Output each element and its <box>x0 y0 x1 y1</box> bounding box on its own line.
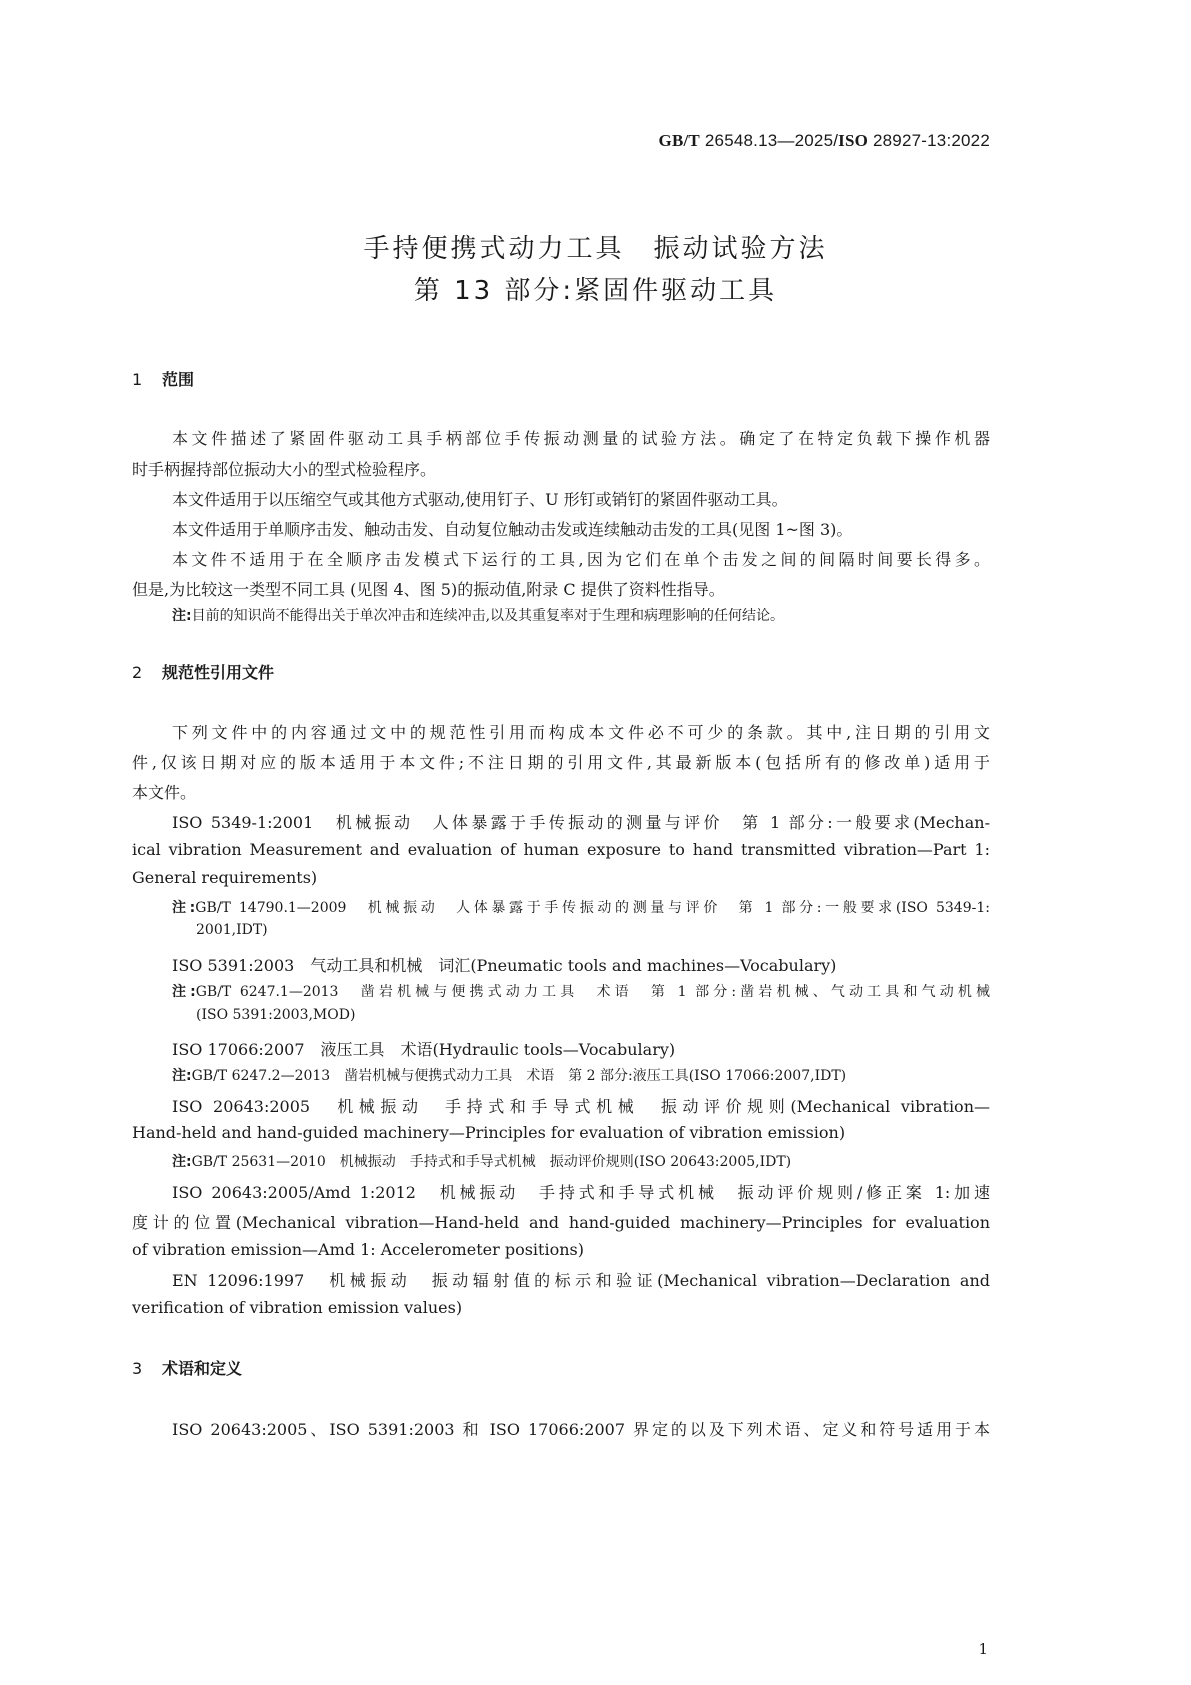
paragraph-line: 时手柄握持部位振动大小的型式检验程序。 <box>132 460 437 479</box>
note-text: GB/T 14790.1—2009 机械振动 人体暴露于手传振动的测量与评价 第 1 部分:一般要求(ISO 5349-1: <box>195 900 990 916</box>
iso-number: 28927-13:2022 <box>873 131 990 150</box>
reference-line: ISO 5391:2003 气动工具和机械 词汇(Pneumatic tools and machines—Vocabulary) <box>172 956 837 975</box>
section-number: 1 <box>132 370 143 389</box>
paragraph-line: 但是,为比较这一类型不同工具 (见图 4、图 5)的振动值,附录 C 提供了资料性指导。 <box>132 580 725 599</box>
section-2-heading <box>132 660 274 683</box>
reference-line: ical vibration Measurement and evaluation of human exposure to hand transmitted vibration—Part 1: <box>132 840 990 859</box>
note-label: 注: <box>172 900 196 916</box>
note <box>172 605 990 625</box>
section-title: 规范性引用文件 <box>162 663 275 682</box>
iso-prefix: ISO <box>838 131 869 150</box>
note-text: GB/T 6247.1—2013 凿岩机械与便携式动力工具 术语 第 1 部分:凿岩机械、气动工具和气动机械 <box>195 984 990 1000</box>
section-1-heading <box>132 367 194 390</box>
standard-prefix: GB/T <box>658 131 700 150</box>
note <box>172 897 990 917</box>
paragraph-line: ISO 20643:2005、ISO 5391:2003 和 ISO 17066:2007 界定的以及下列术语、定义和符号适用于本 <box>172 1420 990 1439</box>
paragraph-line: 本文件不适用于在全顺序击发模式下运行的工具,因为它们在单个击发之间的间隔时间要长得多。 <box>172 550 990 569</box>
note-label: 注: <box>172 1154 192 1170</box>
section-3-heading <box>132 1356 242 1379</box>
note <box>172 1151 990 1171</box>
note-text: 目前的知识尚不能得出关于单次冲击和连续冲击,以及其重复率对于生理和病理影响的任何结论。 <box>191 608 785 624</box>
section-title: 术语和定义 <box>162 1359 243 1378</box>
document-title-line1: 手持便携式动力工具 振动试验方法 <box>363 234 828 264</box>
reference-line: ISO 20643:2005 机械振动 手持式和手导式机械 振动评价规则(Mechanical vibration— <box>172 1097 990 1116</box>
document-title-line2: 第 13 部分:紧固件驱动工具 <box>413 276 778 306</box>
note <box>172 1065 990 1085</box>
note-text: GB/T 25631—2010 机械振动 手持式和手导式机械 振动评价规则(ISO 20643:2005,IDT) <box>191 1154 792 1170</box>
reference-line: Hand-held and hand-guided machinery—Principles for evaluation of vibration emission) <box>132 1123 846 1142</box>
paragraph-line: 本文件描述了紧固件驱动工具手柄部位手传振动测量的试验方法。确定了在特定负载下操作机器 <box>172 429 990 448</box>
reference-line: of vibration emission—Amd 1: Accelerometer positions) <box>132 1240 584 1259</box>
paragraph-line: 本文件适用于单顺序击发、触动击发、自动复位触动击发或连续触动击发的工具(见图 1~图 3)。 <box>172 520 853 539</box>
reference-line: ISO 5349-1:2001 机械振动 人体暴露于手传振动的测量与评价 第 1 部分:一般要求(Mechan- <box>172 813 990 832</box>
page-number: 1 <box>978 1640 988 1658</box>
reference-line: verification of vibration emission values) <box>132 1298 463 1317</box>
reference-line: 度计的位置(Mechanical vibration—Hand-held and hand-guided machinery—Principles for evaluation <box>132 1213 990 1232</box>
paragraph-line: 件,仅该日期对应的版本适用于本文件;不注日期的引用文件,其最新版本(包括所有的修改单)适用于 <box>132 753 990 772</box>
section-title: 范围 <box>162 370 195 389</box>
section-number: 3 <box>132 1359 143 1378</box>
reference-line: ISO 20643:2005/Amd 1:2012 机械振动 手持式和手导式机械 振动评价规则/修正案 1:加速 <box>172 1183 990 1202</box>
note-continuation: (ISO 5391:2003,MOD) <box>196 1007 356 1023</box>
reference-line: ISO 17066:2007 液压工具 术语(Hydraulic tools—Vocabulary) <box>172 1040 676 1059</box>
standard-header <box>659 131 990 151</box>
note-label: 注: <box>172 1068 192 1084</box>
note-continuation: 2001,IDT) <box>196 922 268 938</box>
reference-line: General requirements) <box>132 868 318 887</box>
note <box>172 981 990 1001</box>
paragraph-line: 本文件。 <box>132 783 197 802</box>
reference-line: EN 12096:1997 机械振动 振动辐射值的标示和验证(Mechanical vibration—Declaration and <box>172 1271 990 1290</box>
note-text: GB/T 6247.2—2013 凿岩机械与便携式动力工具 术语 第 2 部分:液压工具(ISO 17066:2007,IDT) <box>191 1068 847 1084</box>
standard-number: 26548.13—2025/ <box>704 131 839 150</box>
section-number: 2 <box>132 663 143 682</box>
paragraph-line: 本文件适用于以压缩空气或其他方式驱动,使用钉子、U 形钉或销钉的紧固件驱动工具。 <box>172 490 788 509</box>
paragraph-line: 下列文件中的内容通过文中的规范性引用而构成本文件必不可少的条款。其中,注日期的引用文 <box>172 723 990 742</box>
note-label: 注: <box>172 608 192 624</box>
note-label: 注: <box>172 984 196 1000</box>
